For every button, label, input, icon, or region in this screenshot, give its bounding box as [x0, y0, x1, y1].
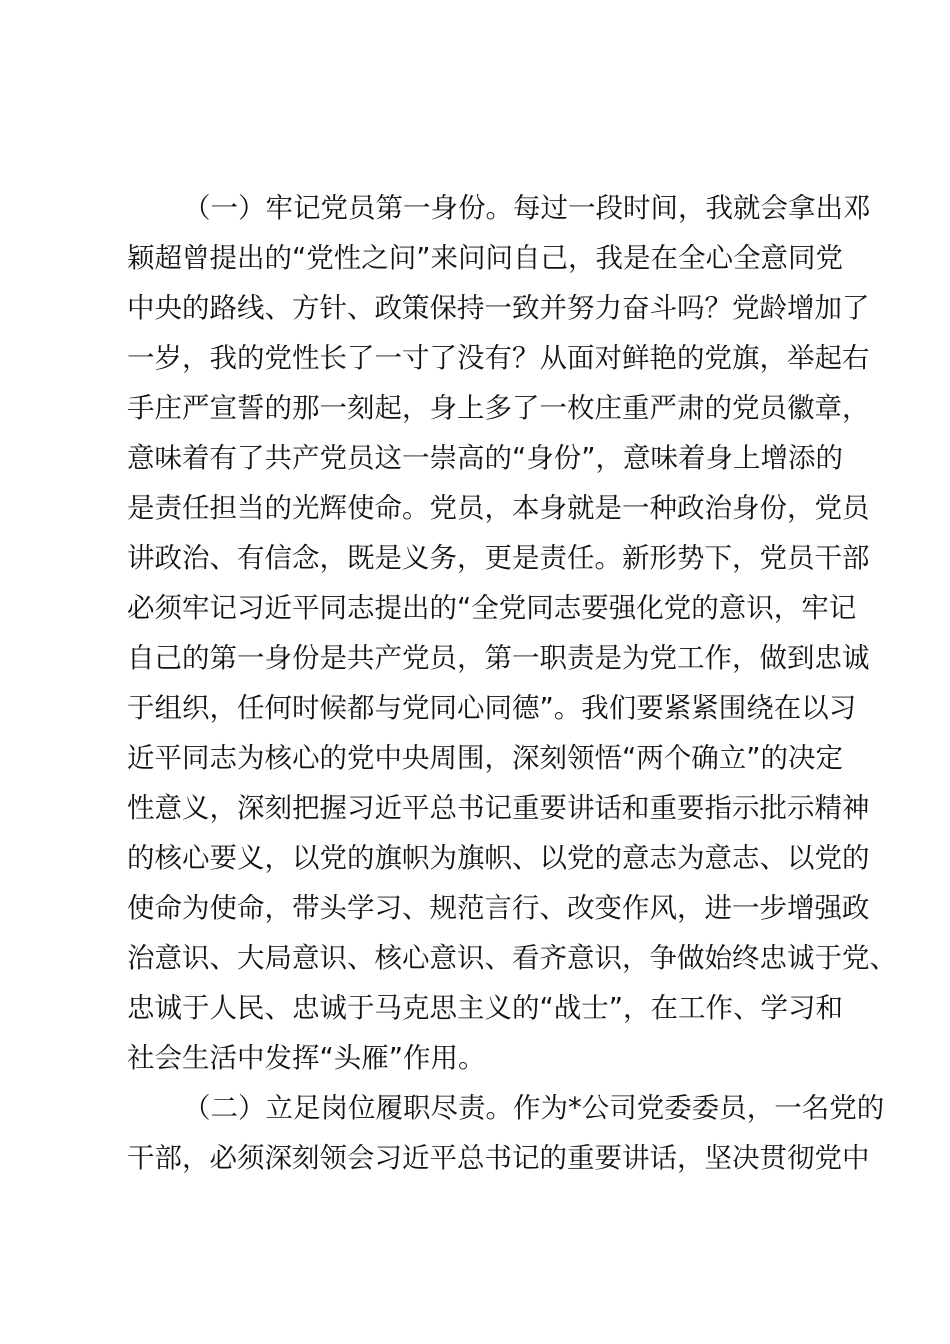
paragraph-1-line: 自己的第一身份是共产党员，第一职责是为党工作，做到忠诚 [127, 642, 870, 674]
paragraph-1-line: 必须牢记习近平同志提出的“全党同志要强化党的意识，牢记 [127, 592, 857, 624]
paragraph-2-line: 干部，必须深刻领会习近平总书记的重要讲话，坚决贯彻党中 [127, 1142, 870, 1174]
paragraph-1-line: 讲政治、有信念，既是义务，更是责任。新形势下，党员干部 [127, 542, 870, 574]
paragraph-1-line: 于组织，任何时候都与党同心同德”。我们要紧紧围绕在以习 [127, 692, 857, 724]
paragraph-1-line: 是责任担当的光辉使命。党员，本身就是一种政治身份，党员 [127, 492, 870, 524]
paragraph-1-line: 意味着有了共产党员这一崇高的“身份”，意味着身上增添的 [127, 442, 843, 474]
paragraph-1-line: 颖超曾提出的“党性之问”来问问自己，我是在全心全意同党 [127, 242, 843, 274]
paragraph-1-line: 治意识、大局意识、核心意识、看齐意识，争做始终忠诚于党、 [127, 942, 897, 974]
paragraph-1-line: 中央的路线、方针、政策保持一致并努力奋斗吗？党龄增加了 [127, 292, 870, 324]
paragraph-1-line: 社会生活中发挥“头雁”作用。 [127, 1042, 486, 1074]
paragraph-2-line: （二）立足岗位履职尽责。作为*公司党委委员，一名党的 [183, 1092, 885, 1124]
paragraph-1-line: 手庄严宣誓的那一刻起，身上多了一枚庄重严肃的党员徽章， [127, 392, 870, 424]
document-body [127, 183, 897, 1183]
paragraph-1-line: 使命为使命，带头学习、规范言行、改变作风，进一步增强政 [127, 892, 870, 924]
paragraph-1-line: 一岁，我的党性长了一寸了没有？从面对鲜艳的党旗，举起右 [127, 342, 870, 374]
paragraph-1-line: 近平同志为核心的党中央周围，深刻领悟“两个确立”的决定 [127, 742, 843, 774]
paragraph-1-line: （一）牢记党员第一身份。每过一段时间，我就会拿出邓 [183, 192, 871, 224]
paragraph-1-line: 的核心要义，以党的旗帜为旗帜、以党的意志为意志、以党的 [127, 842, 870, 874]
paragraph-1-line: 忠诚于人民、忠诚于马克思主义的“战士”，在工作、学习和 [127, 992, 843, 1024]
paragraph-1-line: 性意义，深刻把握习近平总书记重要讲话和重要指示批示精神 [127, 792, 870, 824]
